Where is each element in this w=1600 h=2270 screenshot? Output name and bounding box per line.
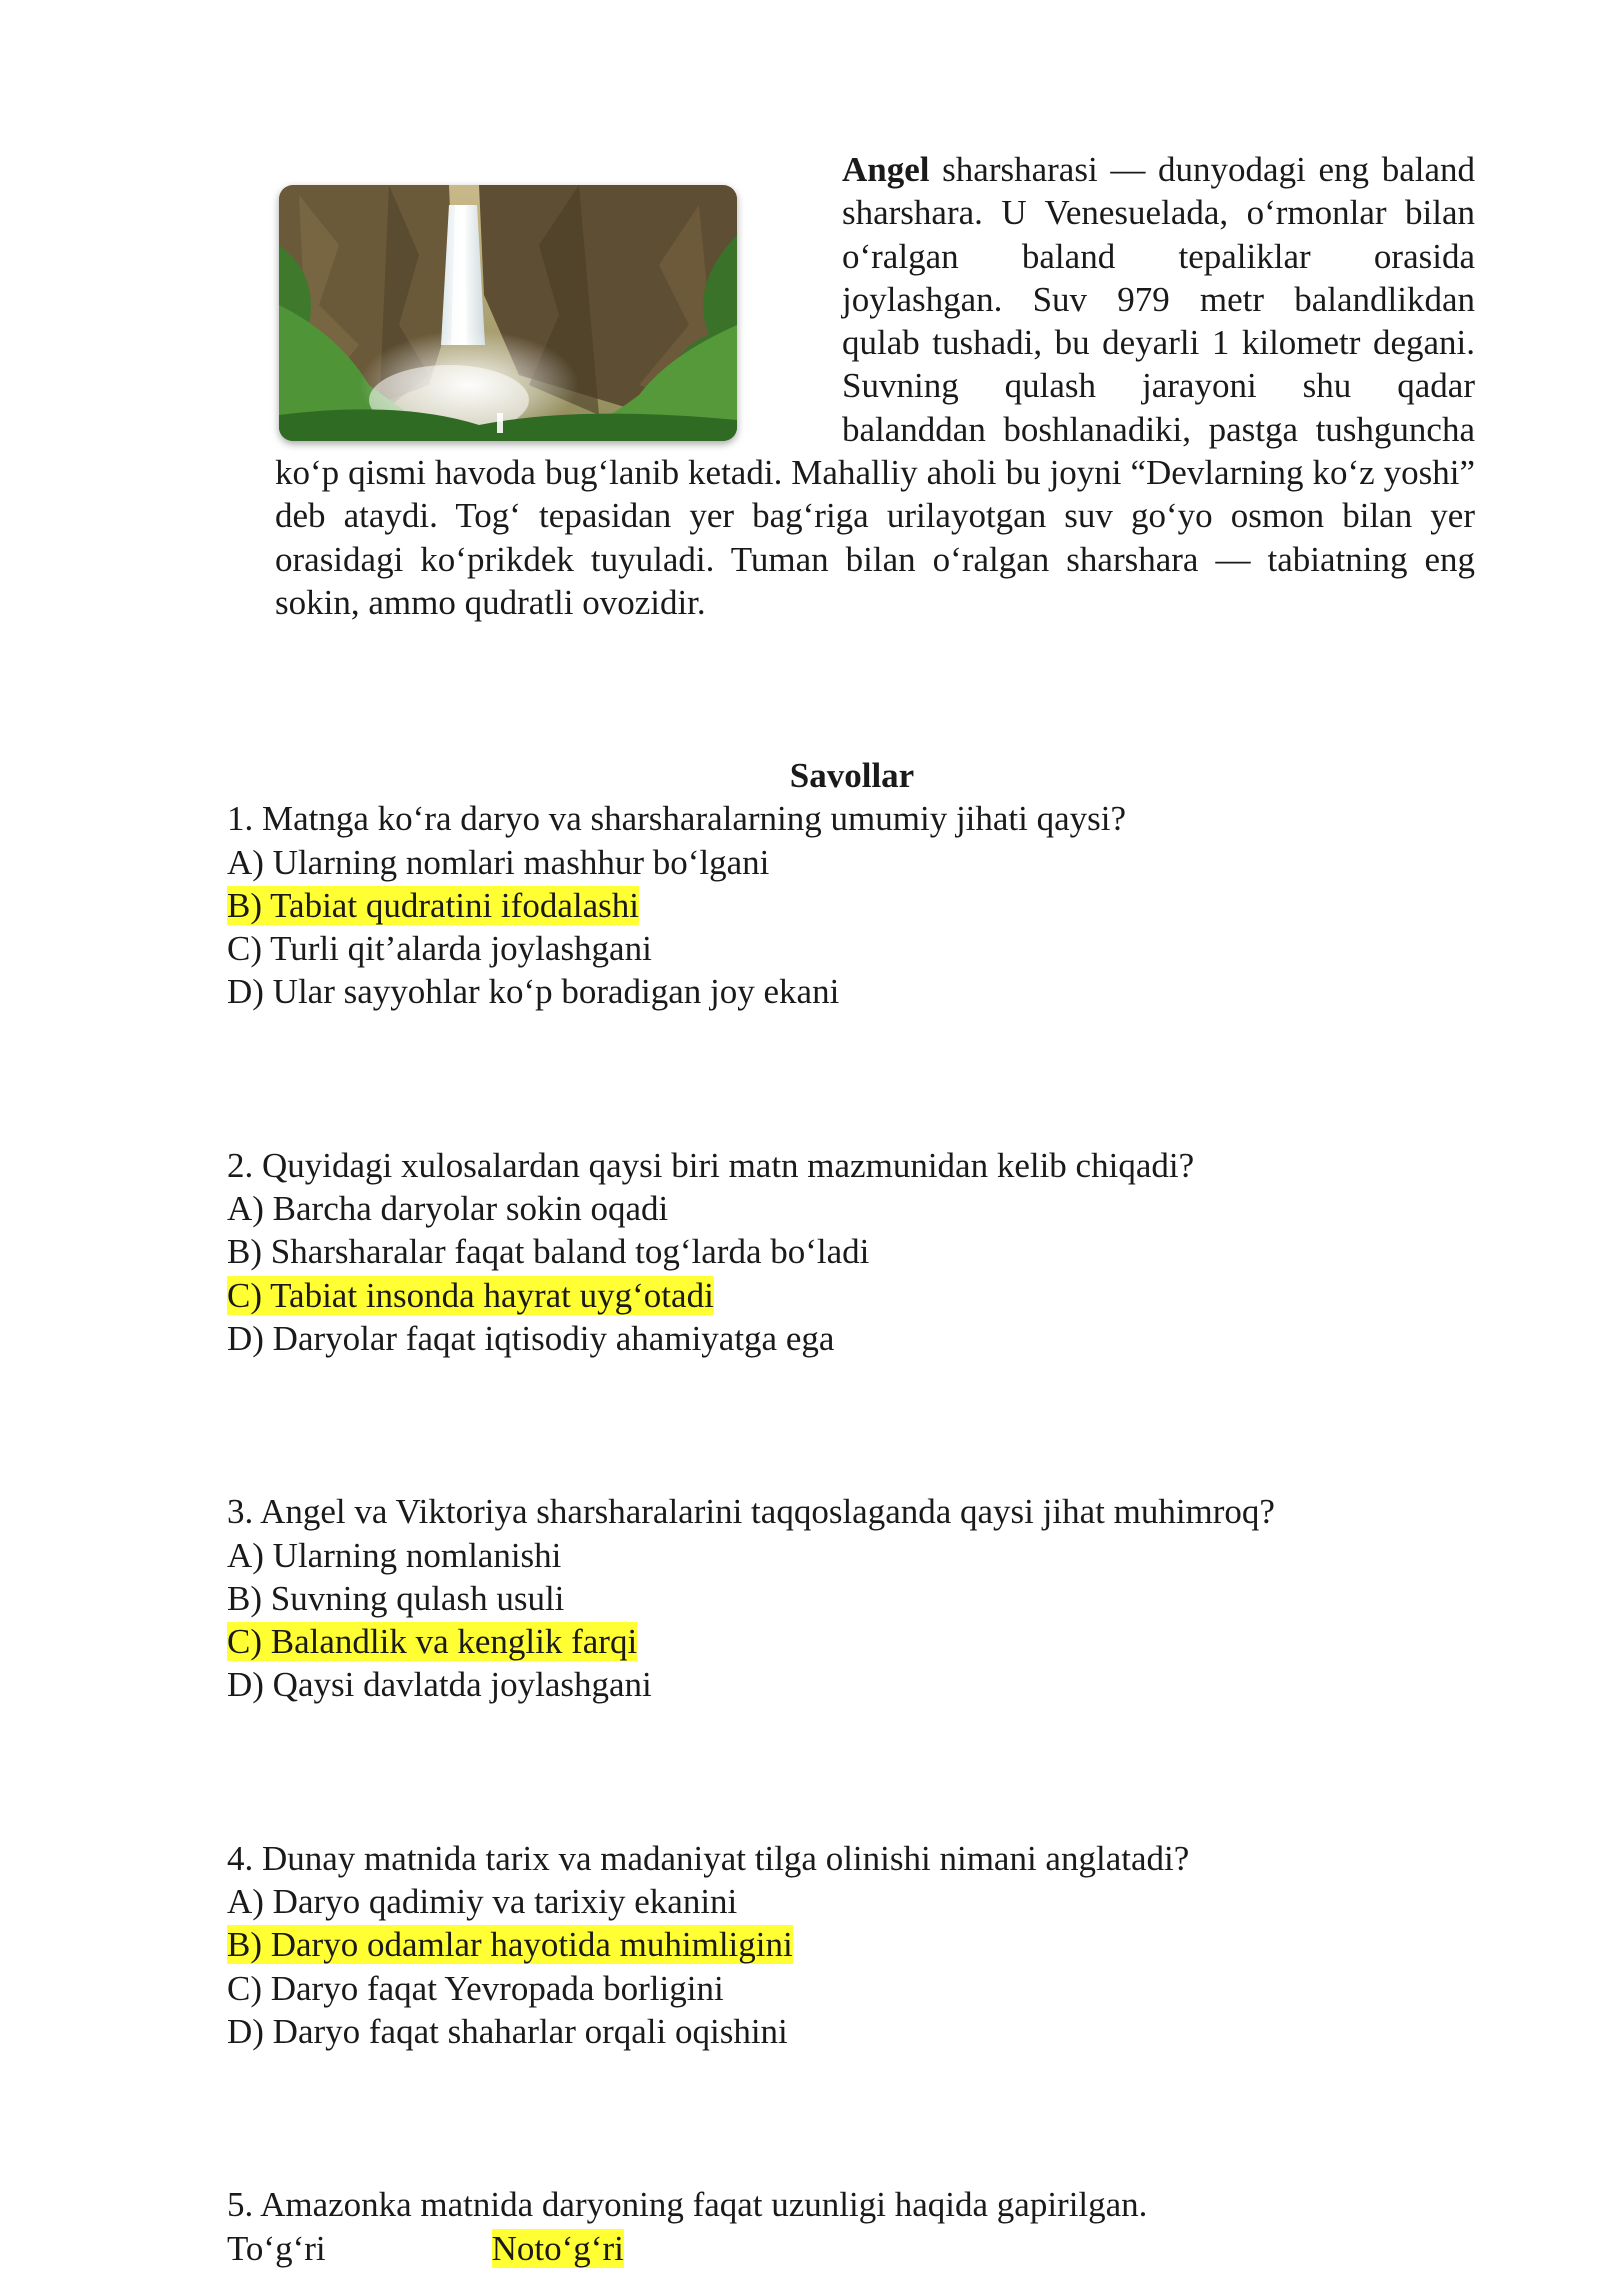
option-b: B) Suvning qulash usuli [227, 1578, 565, 1618]
spacer [227, 2053, 1527, 2183]
waterfall-image [279, 185, 737, 441]
questions-section [227, 754, 1527, 2270]
spacer [227, 1360, 1527, 1490]
option-a: A) Ularning nomlari mashhur bo‘lgani [227, 842, 770, 882]
option-d: D) Daryo faqat shaharlar orqali oqishini [227, 2011, 788, 2051]
passage-body: sharsharasi — dunyodagi eng baland sharshara. U Venesuelada, o‘rmonlar bilan o‘ralgan baland tepaliklar orasida joylashgan. Suv 979 metr balandlikdan qulab tushadi, bu deyarli 1 kilometr degani. Suvning qulash jarayoni shu qadar balanddan boshlanadiki, pastga tushguncha ko‘p qismi havoda bug‘lanib ketadi. Mahalliy aholi bu joyni “Devlarning ko‘z yoshi” deb ataydi. Tog‘ tepasidan yer bag‘riga urilayotgan suv go‘yo osmon bilan yer orasidagi ko‘prikdek tuyuladi. Tuman bilan o‘ralgan sharshara — tabiatning eng sokin, ammo qudratli ovozidir. [275, 150, 1475, 622]
question-text: 4. Dunay matnida tarix va madaniyat tilga olinishi nimani anglatadi? [227, 1838, 1190, 1878]
section-title: Savollar [789, 756, 915, 795]
option-true: To‘g‘ri [227, 2228, 326, 2268]
question-3 [227, 1490, 1527, 1706]
option-c: C) Daryo faqat Yevropada borligini [227, 1968, 724, 2008]
option-d: D) Qaysi davlatda joylashgani [227, 1665, 652, 1705]
question-4 [227, 1837, 1527, 2053]
option-b: B) Sharsharalar faqat baland tog‘larda bo‘ladi [227, 1232, 870, 1272]
option-b-correct: B) Tabiat qudratini ifodalashi [227, 885, 639, 925]
question-text: 1. Matnga ko‘ra daryo va sharsharalarning umumiy jihati qaysi? [227, 799, 1127, 839]
question-2 [227, 1144, 1527, 1360]
question-1 [227, 797, 1527, 1013]
option-d: D) Ular sayyohlar ko‘p boradigan joy ekani [227, 972, 840, 1012]
question-text: 3. Angel va Viktoriya sharsharalarini taqqoslaganda qaysi jihat muhimroq? [227, 1492, 1275, 1532]
option-a: A) Barcha daryolar sokin oqadi [227, 1189, 669, 1229]
option-c-correct: C) Balandlik va kenglik farqi [227, 1622, 638, 1662]
question-5 [227, 2183, 1527, 2270]
waterfall-photo [279, 185, 737, 441]
spacer [227, 1707, 1527, 1837]
question-text: 5. Amazonka matnida daryoning faqat uzunligi haqida gapirilgan. [227, 2185, 1148, 2225]
option-a: A) Daryo qadimiy va tarixiy ekanini [227, 1882, 738, 1922]
spacer [227, 1014, 1527, 1144]
option-c: C) Turli qit’alarda joylashgani [227, 929, 652, 969]
option-b-correct: B) Daryo odamlar hayotida muhimligini [227, 1925, 793, 1965]
option-c-correct: C) Tabiat insonda hayrat uyg‘otadi [227, 1275, 714, 1315]
question-text: 2. Quyidagi xulosalardan qaysi biri matn mazmunidan kelib chiqadi? [227, 1145, 1195, 1185]
option-false-correct: Noto‘g‘ri [491, 2228, 624, 2268]
passage-bold-lead: Angel [842, 150, 930, 189]
true-false-row [227, 2227, 1527, 2270]
option-a: A) Ularning nomlanishi [227, 1535, 562, 1575]
option-d: D) Daryolar faqat iqtisodiy ahamiyatga ega [227, 1318, 835, 1358]
reading-passage [275, 148, 1475, 624]
